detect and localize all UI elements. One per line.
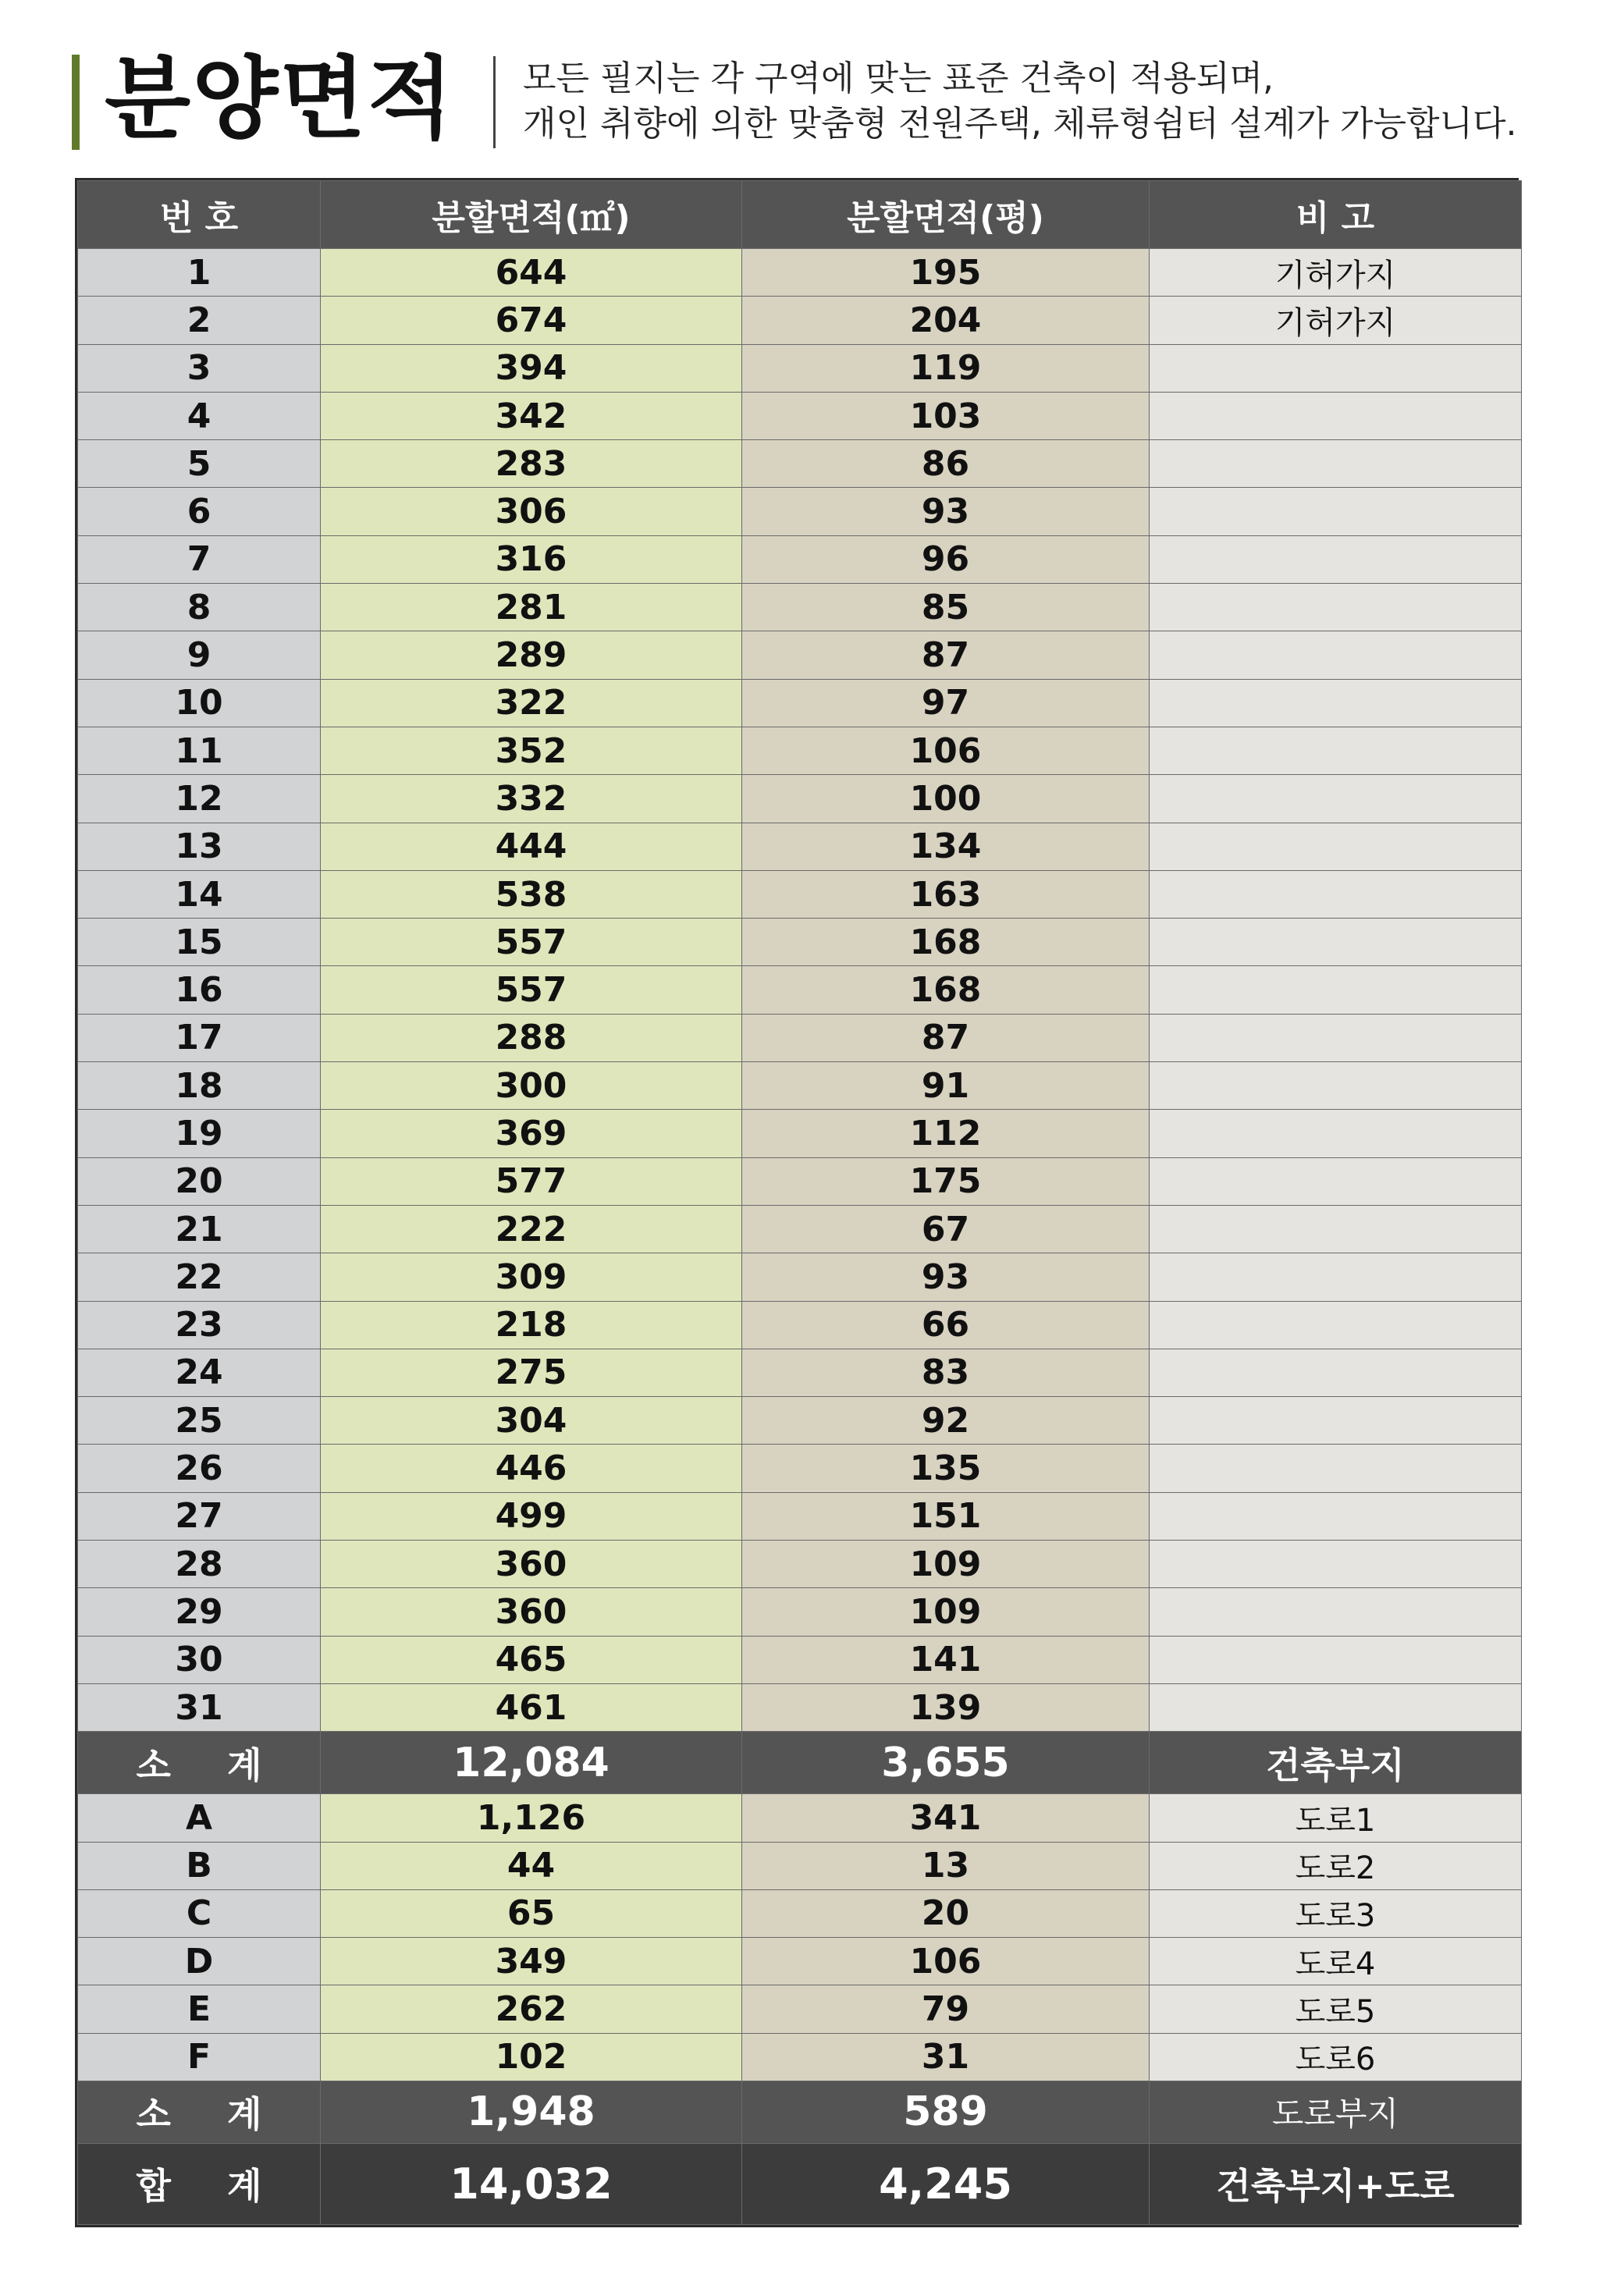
roads-subtotal-row bbox=[78, 2081, 1522, 2143]
cell-area-pyeong: 87 bbox=[742, 631, 1150, 679]
cell-number: 29 bbox=[78, 1588, 321, 1636]
cell-area-sqm: 316 bbox=[321, 535, 742, 583]
cell-remarks bbox=[1150, 440, 1522, 488]
cell-area-sqm: 275 bbox=[321, 1349, 742, 1396]
cell-area-pyeong: 92 bbox=[742, 1397, 1150, 1445]
lot-row bbox=[78, 1301, 1522, 1349]
cell-area-pyeong: 119 bbox=[742, 344, 1150, 392]
cell-number: 15 bbox=[78, 919, 321, 966]
cell-area-pyeong: 135 bbox=[742, 1445, 1150, 1492]
cell-number: 31 bbox=[78, 1683, 321, 1731]
cell-remarks bbox=[1150, 1349, 1522, 1396]
cell-area-sqm: 65 bbox=[321, 1889, 742, 1937]
cell-area-pyeong: 97 bbox=[742, 679, 1150, 727]
cell-number: 21 bbox=[78, 1205, 321, 1253]
lot-row bbox=[78, 727, 1522, 774]
cell-area-pyeong: 83 bbox=[742, 1349, 1150, 1396]
cell-number: B bbox=[78, 1842, 321, 1889]
cell-area-pyeong: 79 bbox=[742, 1985, 1150, 2033]
cell-area-pyeong: 109 bbox=[742, 1541, 1150, 1588]
cell-remarks bbox=[1150, 1014, 1522, 1061]
cell-area-sqm: 369 bbox=[321, 1110, 742, 1157]
cell-area-sqm: 218 bbox=[321, 1301, 742, 1349]
cell-number: 10 bbox=[78, 679, 321, 727]
cell-area-sqm: 342 bbox=[321, 392, 742, 439]
cell-area-sqm: 499 bbox=[321, 1492, 742, 1540]
roads-subtotal-row-area-sqm: 1,948 bbox=[321, 2081, 742, 2143]
cell-remarks bbox=[1150, 1062, 1522, 1110]
cell-number: 23 bbox=[78, 1301, 321, 1349]
cell-area-sqm: 674 bbox=[321, 297, 742, 344]
cell-area-pyeong: 134 bbox=[742, 823, 1150, 870]
cell-number: 14 bbox=[78, 870, 321, 918]
cell-remarks bbox=[1150, 1588, 1522, 1636]
cell-area-pyeong: 67 bbox=[742, 1205, 1150, 1253]
lot-row bbox=[78, 1445, 1522, 1492]
grand-total-row-label: 합 계 bbox=[78, 2143, 321, 2224]
cell-remarks bbox=[1150, 1541, 1522, 1588]
lot-row bbox=[78, 1253, 1522, 1301]
cell-area-sqm: 306 bbox=[321, 488, 742, 535]
lot-row bbox=[78, 488, 1522, 535]
cell-area-sqm: 44 bbox=[321, 1842, 742, 1889]
cell-area-sqm: 309 bbox=[321, 1253, 742, 1301]
cell-area-pyeong: 151 bbox=[742, 1492, 1150, 1540]
cell-area-pyeong: 93 bbox=[742, 488, 1150, 535]
cell-remarks bbox=[1150, 535, 1522, 583]
lot-row bbox=[78, 1157, 1522, 1205]
cell-area-sqm: 304 bbox=[321, 1397, 742, 1445]
cell-area-pyeong: 139 bbox=[742, 1683, 1150, 1731]
cell-number: 11 bbox=[78, 727, 321, 774]
lot-row bbox=[78, 1492, 1522, 1540]
lot-row bbox=[78, 249, 1522, 297]
lot-row bbox=[78, 775, 1522, 823]
lot-row bbox=[78, 919, 1522, 966]
cell-remarks bbox=[1150, 1683, 1522, 1731]
road-row bbox=[78, 1938, 1522, 1985]
lot-row bbox=[78, 584, 1522, 631]
cell-remarks: 기허가지 bbox=[1150, 249, 1522, 297]
cell-area-pyeong: 204 bbox=[742, 297, 1150, 344]
lot-row bbox=[78, 679, 1522, 727]
lot-row bbox=[78, 631, 1522, 679]
lots-subtotal-row-label: 소 계 bbox=[78, 1732, 321, 1794]
cell-remarks: 도로1 bbox=[1150, 1794, 1522, 1842]
cell-area-pyeong: 86 bbox=[742, 440, 1150, 488]
cell-remarks bbox=[1150, 488, 1522, 535]
cell-number: 16 bbox=[78, 966, 321, 1014]
cell-number: 25 bbox=[78, 1397, 321, 1445]
title-accent-bar bbox=[72, 55, 80, 150]
lot-row bbox=[78, 1588, 1522, 1636]
cell-remarks bbox=[1150, 1205, 1522, 1253]
cell-area-sqm: 332 bbox=[321, 775, 742, 823]
cell-number: C bbox=[78, 1889, 321, 1937]
table-header-row bbox=[78, 181, 1522, 249]
cell-remarks bbox=[1150, 1397, 1522, 1445]
roads-subtotal-row-label: 소 계 bbox=[78, 2081, 321, 2143]
cell-area-pyeong: 103 bbox=[742, 392, 1150, 439]
cell-area-pyeong: 195 bbox=[742, 249, 1150, 297]
cell-number: 18 bbox=[78, 1062, 321, 1110]
cell-number: 5 bbox=[78, 440, 321, 488]
cell-area-sqm: 360 bbox=[321, 1541, 742, 1588]
grand-total-row-area-sqm: 14,032 bbox=[321, 2143, 742, 2224]
lots-subtotal-row-area-sqm: 12,084 bbox=[321, 1732, 742, 1794]
cell-remarks bbox=[1150, 919, 1522, 966]
cell-area-sqm: 102 bbox=[321, 2033, 742, 2081]
cell-area-sqm: 360 bbox=[321, 1588, 742, 1636]
cell-remarks: 도로4 bbox=[1150, 1938, 1522, 1985]
cell-area-sqm: 446 bbox=[321, 1445, 742, 1492]
cell-number: 3 bbox=[78, 344, 321, 392]
cell-remarks bbox=[1150, 1110, 1522, 1157]
cell-area-pyeong: 141 bbox=[742, 1636, 1150, 1683]
road-row bbox=[78, 1794, 1522, 1842]
lot-row bbox=[78, 392, 1522, 439]
cell-area-pyeong: 109 bbox=[742, 1588, 1150, 1636]
cell-number: 27 bbox=[78, 1492, 321, 1540]
cell-area-sqm: 281 bbox=[321, 584, 742, 631]
cell-remarks bbox=[1150, 823, 1522, 870]
cell-number: 30 bbox=[78, 1636, 321, 1683]
column-header-number: 번 호 bbox=[78, 181, 321, 249]
cell-area-sqm: 557 bbox=[321, 919, 742, 966]
cell-area-sqm: 444 bbox=[321, 823, 742, 870]
cell-area-sqm: 394 bbox=[321, 344, 742, 392]
subtitle-line-2: 개인 취향에 의한 맞춤형 전원주택, 체류형쉼터 설계가 가능합니다. bbox=[523, 104, 1517, 144]
cell-area-sqm: 577 bbox=[321, 1157, 742, 1205]
cell-area-sqm: 538 bbox=[321, 870, 742, 918]
cell-area-pyeong: 175 bbox=[742, 1157, 1150, 1205]
cell-area-sqm: 322 bbox=[321, 679, 742, 727]
cell-area-pyeong: 66 bbox=[742, 1301, 1150, 1349]
lots-subtotal-row-remarks: 건축부지 bbox=[1150, 1732, 1522, 1794]
cell-area-pyeong: 168 bbox=[742, 919, 1150, 966]
cell-area-sqm: 644 bbox=[321, 249, 742, 297]
cell-number: 1 bbox=[78, 249, 321, 297]
page-header bbox=[72, 48, 1531, 150]
cell-area-sqm: 352 bbox=[321, 727, 742, 774]
grand-total-row bbox=[78, 2143, 1522, 2224]
cell-area-sqm: 222 bbox=[321, 1205, 742, 1253]
cell-remarks: 도로5 bbox=[1150, 1985, 1522, 2033]
cell-area-sqm: 289 bbox=[321, 631, 742, 679]
lot-row bbox=[78, 1636, 1522, 1683]
cell-number: 17 bbox=[78, 1014, 321, 1061]
cell-remarks: 기허가지 bbox=[1150, 297, 1522, 344]
cell-number: 9 bbox=[78, 631, 321, 679]
page-title: 분양면적 bbox=[105, 47, 455, 151]
road-row bbox=[78, 2033, 1522, 2081]
cell-number: A bbox=[78, 1794, 321, 1842]
cell-number: 2 bbox=[78, 297, 321, 344]
cell-remarks bbox=[1150, 1253, 1522, 1301]
lot-row bbox=[78, 1683, 1522, 1731]
cell-number: 4 bbox=[78, 392, 321, 439]
cell-number: D bbox=[78, 1938, 321, 1985]
cell-remarks bbox=[1150, 1636, 1522, 1683]
cell-number: 20 bbox=[78, 1157, 321, 1205]
cell-area-pyeong: 163 bbox=[742, 870, 1150, 918]
cell-area-sqm: 283 bbox=[321, 440, 742, 488]
cell-area-pyeong: 93 bbox=[742, 1253, 1150, 1301]
cell-remarks: 도로6 bbox=[1150, 2033, 1522, 2081]
lot-row bbox=[78, 1205, 1522, 1253]
cell-area-sqm: 465 bbox=[321, 1636, 742, 1683]
cell-area-pyeong: 85 bbox=[742, 584, 1150, 631]
cell-number: 19 bbox=[78, 1110, 321, 1157]
cell-remarks: 도로3 bbox=[1150, 1889, 1522, 1937]
table-body bbox=[78, 249, 1522, 2225]
cell-area-sqm: 557 bbox=[321, 966, 742, 1014]
cell-area-pyeong: 106 bbox=[742, 727, 1150, 774]
road-row bbox=[78, 1889, 1522, 1937]
cell-remarks bbox=[1150, 775, 1522, 823]
column-header-area-pyeong: 분할면적(평) bbox=[742, 181, 1150, 249]
cell-area-pyeong: 341 bbox=[742, 1794, 1150, 1842]
cell-number: 26 bbox=[78, 1445, 321, 1492]
cell-remarks bbox=[1150, 679, 1522, 727]
cell-area-pyeong: 91 bbox=[742, 1062, 1150, 1110]
cell-remarks bbox=[1150, 1157, 1522, 1205]
cell-area-pyeong: 168 bbox=[742, 966, 1150, 1014]
cell-number: 8 bbox=[78, 584, 321, 631]
cell-area-pyeong: 96 bbox=[742, 535, 1150, 583]
grand-total-row-area-pyeong: 4,245 bbox=[742, 2143, 1150, 2224]
cell-remarks bbox=[1150, 966, 1522, 1014]
lot-row bbox=[78, 1062, 1522, 1110]
lot-row bbox=[78, 1397, 1522, 1445]
cell-area-sqm: 1,126 bbox=[321, 1794, 742, 1842]
lot-row bbox=[78, 1349, 1522, 1396]
lot-row bbox=[78, 535, 1522, 583]
cell-area-pyeong: 112 bbox=[742, 1110, 1150, 1157]
cell-number: 22 bbox=[78, 1253, 321, 1301]
cell-area-sqm: 288 bbox=[321, 1014, 742, 1061]
cell-remarks: 도로2 bbox=[1150, 1842, 1522, 1889]
cell-remarks bbox=[1150, 1492, 1522, 1540]
lot-row bbox=[78, 440, 1522, 488]
header-divider bbox=[493, 56, 496, 148]
cell-remarks bbox=[1150, 870, 1522, 918]
cell-remarks bbox=[1150, 344, 1522, 392]
cell-area-sqm: 461 bbox=[321, 1683, 742, 1731]
cell-remarks bbox=[1150, 584, 1522, 631]
road-row bbox=[78, 1985, 1522, 2033]
cell-number: F bbox=[78, 2033, 321, 2081]
lot-row bbox=[78, 870, 1522, 918]
area-table-container bbox=[75, 178, 1519, 2227]
cell-remarks bbox=[1150, 1301, 1522, 1349]
cell-remarks bbox=[1150, 1445, 1522, 1492]
cell-number: 7 bbox=[78, 535, 321, 583]
area-table bbox=[77, 180, 1522, 2225]
cell-number: 28 bbox=[78, 1541, 321, 1588]
cell-number: 24 bbox=[78, 1349, 321, 1396]
lots-subtotal-row bbox=[78, 1732, 1522, 1794]
lot-row bbox=[78, 344, 1522, 392]
cell-area-pyeong: 100 bbox=[742, 775, 1150, 823]
cell-area-sqm: 300 bbox=[321, 1062, 742, 1110]
lot-row bbox=[78, 966, 1522, 1014]
cell-area-pyeong: 87 bbox=[742, 1014, 1150, 1061]
road-row bbox=[78, 1842, 1522, 1889]
cell-area-sqm: 349 bbox=[321, 1938, 742, 1985]
subtitle-line-1: 모든 필지는 각 구역에 맞는 표준 건축이 적용되며, bbox=[523, 59, 1274, 98]
lots-subtotal-row-area-pyeong: 3,655 bbox=[742, 1732, 1150, 1794]
lot-row bbox=[78, 1014, 1522, 1061]
cell-area-pyeong: 106 bbox=[742, 1938, 1150, 1985]
cell-remarks bbox=[1150, 631, 1522, 679]
roads-subtotal-row-area-pyeong: 589 bbox=[742, 2081, 1150, 2143]
lot-row bbox=[78, 1541, 1522, 1588]
lot-row bbox=[78, 823, 1522, 870]
cell-area-pyeong: 13 bbox=[742, 1842, 1150, 1889]
cell-number: 6 bbox=[78, 488, 321, 535]
cell-remarks bbox=[1150, 727, 1522, 774]
roads-subtotal-row-remarks: 도로부지 bbox=[1150, 2081, 1522, 2143]
column-header-area-sqm: 분할면적(㎡) bbox=[321, 181, 742, 249]
cell-remarks bbox=[1150, 392, 1522, 439]
cell-number: 13 bbox=[78, 823, 321, 870]
column-header-remarks: 비 고 bbox=[1150, 181, 1522, 249]
grand-total-row-remarks: 건축부지+도로 bbox=[1150, 2143, 1522, 2224]
cell-number: E bbox=[78, 1985, 321, 2033]
cell-area-pyeong: 31 bbox=[742, 2033, 1150, 2081]
cell-area-pyeong: 20 bbox=[742, 1889, 1150, 1937]
cell-number: 12 bbox=[78, 775, 321, 823]
lot-row bbox=[78, 297, 1522, 344]
cell-area-sqm: 262 bbox=[321, 1985, 742, 2033]
lot-row bbox=[78, 1110, 1522, 1157]
